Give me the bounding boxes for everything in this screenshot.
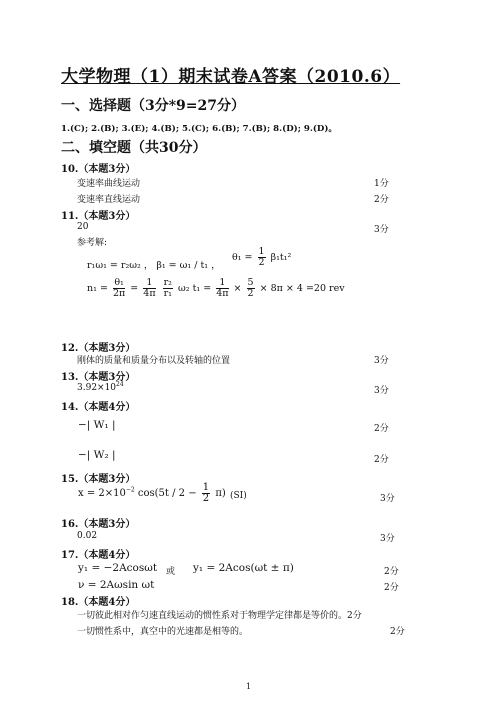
q16-answer: 0.02	[77, 531, 98, 541]
q10-line2: 变速率直线运动	[77, 195, 141, 205]
q11-label: 11.（本题3分）	[61, 211, 136, 222]
choice-answers: 1.(C); 2.(B); 3.(E); 4.(B); 5.(C); 6.(B); 7.(B); 8.(D); 9.(D)。	[61, 124, 338, 134]
q11-ref: 参考解:	[77, 238, 108, 248]
q14-score2: 2分	[374, 455, 389, 465]
q10-line1: 变速率曲线运动	[77, 179, 141, 189]
q18-score2: 2分	[390, 627, 405, 637]
q15-label: 15.（本题3分）	[61, 474, 136, 485]
section2-heading: 二、填空题（共30分）	[61, 140, 207, 156]
q14-score1: 2分	[374, 424, 389, 434]
q17-eq2: ν = 2Aωsin ωt	[78, 579, 155, 591]
q17-eq1b: y₁ = 2Acos(ωt ± π)	[193, 562, 294, 574]
q15-score: 3分	[380, 494, 395, 504]
q17-score1: 2分	[384, 567, 399, 577]
q11-eq1: r₁ω₁ = r₂ω₂ ， β₁ = ω₁ / t₁ ，	[87, 260, 221, 271]
q15-unit: (SI)	[230, 491, 247, 501]
q10-score1: 1分	[374, 179, 389, 189]
q10-label: 10.（本题3分）	[61, 164, 136, 175]
q17-eq1: y₁ = −2Acosωt	[78, 562, 158, 574]
q10-score2: 2分	[374, 195, 389, 205]
q11-eq1b: θ₁ = $\frac{1}{2}$ β₁t₁²	[232, 246, 292, 268]
q11-score: 3分	[374, 225, 389, 235]
q18-line2: 一切惯性系中，真空中的光速都是相等的。	[77, 627, 249, 637]
q12-label: 12.（本题3分）	[61, 343, 136, 354]
q13-label: 13.（本题3分）	[61, 372, 136, 383]
document-title: 大学物理（1）期末试卷A答案（2010.6）	[61, 67, 401, 87]
q13-score: 3分	[374, 386, 389, 396]
page-number: 1	[246, 682, 252, 691]
q13-value: $3.92\times 10^{24}$	[77, 381, 124, 393]
q16-score: 3分	[380, 534, 395, 544]
q17-score2: 2分	[384, 583, 399, 593]
section1-heading: 一、选择题（3分*9=27分）	[61, 98, 246, 114]
q18-line1: 一切彼此相对作匀速直线运动的惯性系对于物理学定律都是等价的。2分	[77, 611, 362, 621]
q11-answer: 20	[77, 222, 89, 232]
q16-label: 16.（本题3分）	[61, 519, 136, 530]
q17-label: 17.（本题4分）	[61, 550, 136, 561]
q14-line1: −| W₁ |	[78, 419, 116, 431]
q14-line2: −| W₂ |	[78, 449, 116, 461]
q12-line: 刚体的质量和质量分布以及转轴的位置	[77, 356, 231, 366]
q18-label: 18.（本题4分）	[61, 597, 136, 608]
q15-equation: $x = 2\times 10^{-2}$ cos(5t / 2 − $\frac{1}{2}$ π)	[78, 482, 226, 504]
q14-label: 14.（本题4分）	[61, 402, 136, 413]
q12-score: 3分	[374, 356, 389, 366]
q11-eq2: n₁ = $\frac{\text{θ₁}}{2\pi}$ = $\frac{1}{4\pi}$ $\frac{\text{r₂}}{\text{r₁}}$ ω₂ t₁ = $\frac{1}{4\pi}$ × $\frac{5}{2}$ × 8π × 4 =20 rev	[87, 277, 345, 299]
q17-or: 或	[166, 567, 176, 577]
